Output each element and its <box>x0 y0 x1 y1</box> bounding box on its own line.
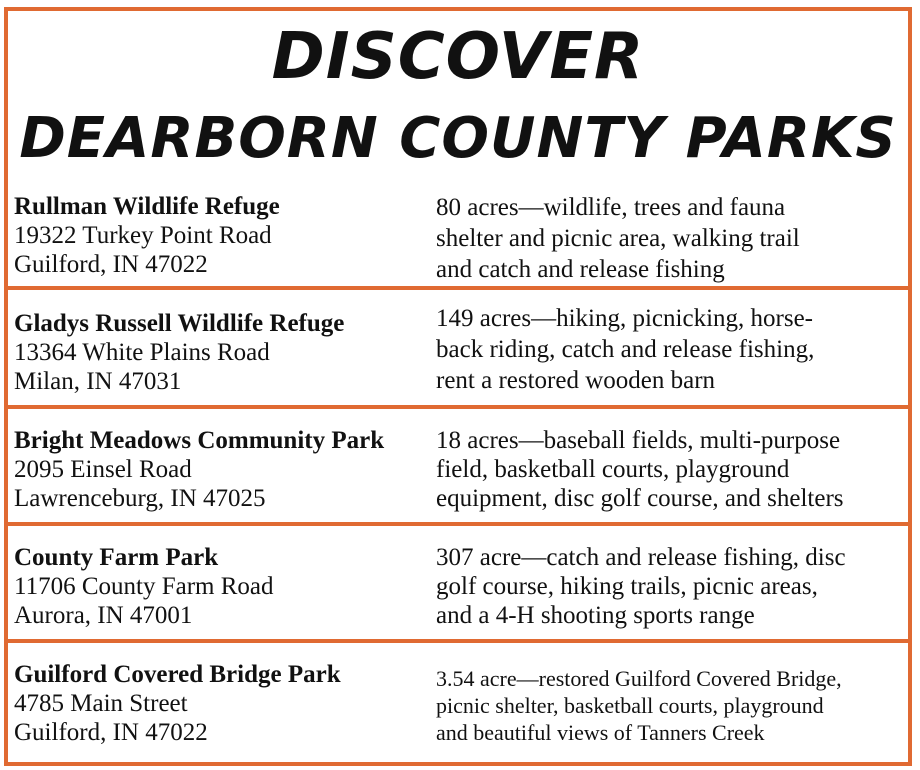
park-address: 2095 Einsel Road <box>14 456 192 483</box>
description-line: equipment, disc golf course, and shelters <box>436 485 844 512</box>
park-info <box>14 660 434 747</box>
flyer-frame <box>4 7 912 766</box>
page-title-line1: DISCOVER <box>271 20 645 94</box>
description-line: field, basketball courts, playground <box>436 456 790 483</box>
park-description <box>436 192 906 285</box>
park-name: Gladys Russell Wildlife Refuge <box>14 310 345 337</box>
park-info <box>14 543 434 630</box>
park-city: Guilford, IN 47022 <box>14 251 208 278</box>
row-divider <box>8 522 908 526</box>
description-line: and catch and release fishing <box>436 256 725 283</box>
page-title-line2: DEARBORN COUNTY PARKS <box>19 106 897 171</box>
description-line: picnic shelter, basketball courts, playground <box>436 693 824 718</box>
description-line: 80 acres—wildlife, trees and fauna <box>436 194 786 221</box>
description-line: shelter and picnic area, walking trail <box>436 225 800 252</box>
description-line: 307 acre—catch and release fishing, disc <box>436 544 846 571</box>
description-line: and a 4-H shooting sports range <box>436 602 755 629</box>
row-divider <box>8 639 908 643</box>
park-city: Guilford, IN 47022 <box>14 719 208 746</box>
park-city: Milan, IN 47031 <box>14 368 182 395</box>
description-line: 18 acres—baseball fields, multi-purpose <box>436 427 841 454</box>
park-address: 19322 Turkey Point Road <box>14 222 272 249</box>
park-description <box>436 426 906 513</box>
row-divider <box>8 286 908 290</box>
description-line: 3.54 acre—restored Guilford Covered Bridge, <box>436 666 842 691</box>
park-info <box>14 426 434 513</box>
park-description <box>436 543 906 630</box>
park-name: Rullman Wildlife Refuge <box>14 193 280 220</box>
park-name: Guilford Covered Bridge Park <box>14 661 341 688</box>
park-description <box>436 303 906 396</box>
park-city: Lawrenceburg, IN 47025 <box>14 485 266 512</box>
description-line: back riding, catch and release fishing, <box>436 336 815 363</box>
park-address: 11706 County Farm Road <box>14 573 274 600</box>
park-name: Bright Meadows Community Park <box>14 427 385 454</box>
description-line: 149 acres—hiking, picnicking, horse- <box>436 305 813 332</box>
park-description <box>436 665 906 746</box>
description-line: and beautiful views of Tanners Creek <box>436 720 765 745</box>
description-line: rent a restored wooden barn <box>436 367 716 394</box>
park-address: 4785 Main Street <box>14 690 188 717</box>
park-address: 13364 White Plains Road <box>14 339 270 366</box>
park-city: Aurora, IN 47001 <box>14 602 193 629</box>
description-line: golf course, hiking trails, picnic areas, <box>436 573 818 600</box>
row-divider <box>8 405 908 409</box>
park-name: County Farm Park <box>14 544 219 571</box>
park-info <box>14 192 434 279</box>
park-info <box>14 309 434 396</box>
